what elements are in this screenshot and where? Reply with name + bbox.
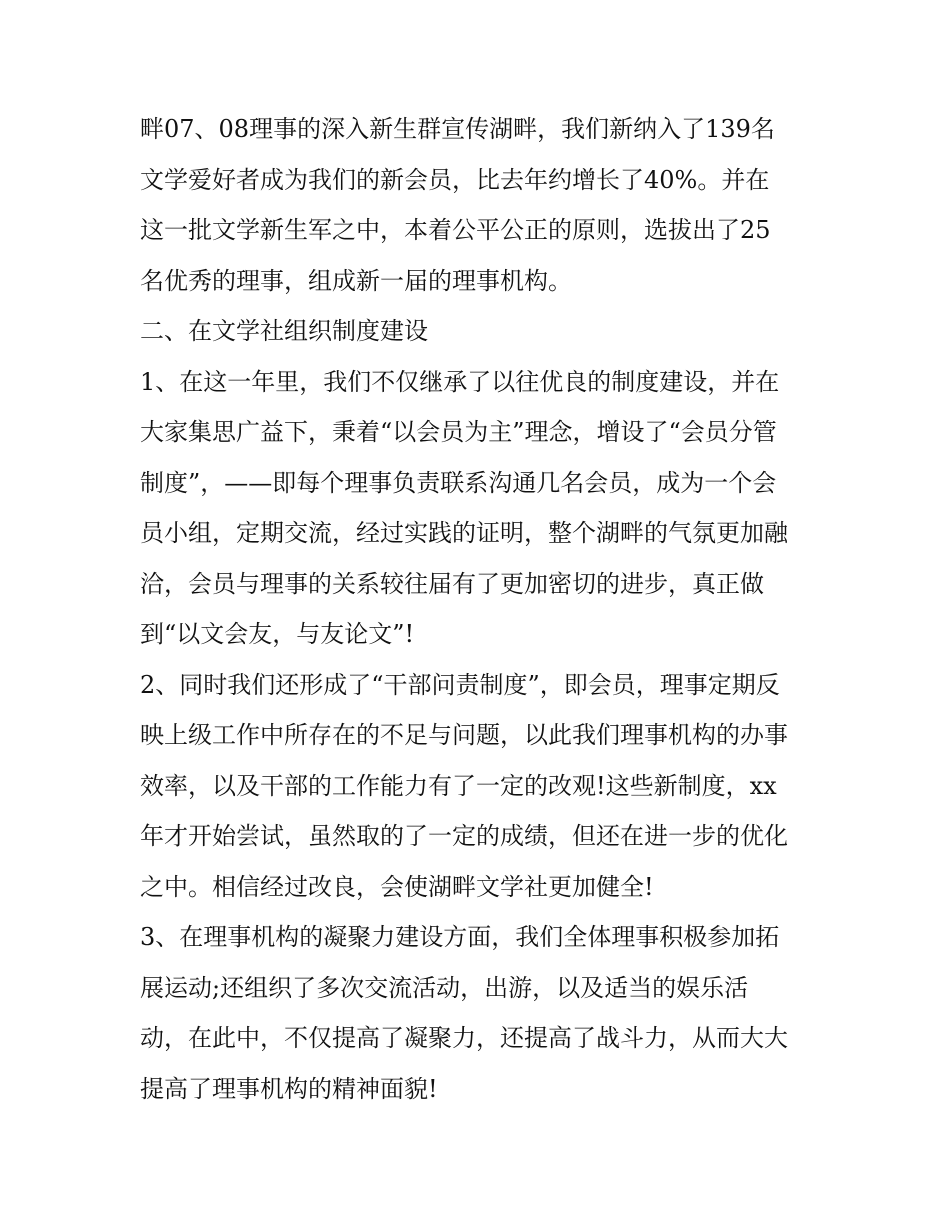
text-line-11: 到“以文会友，与友论文”! [140, 620, 415, 648]
text-line-2: 文学爱好者成为我们的新会员，比去年约增长了40%。并在 [140, 165, 770, 194]
text-line-8: 制度”，——即每个理事负责联系沟通几名会员，成为一个会 [140, 468, 777, 497]
text-line-10: 洽，会员与理事的关系较往届有了更加密切的进步，真正做 [140, 569, 764, 598]
text-line-7: 大家集思广益下，秉着“以会员为主”理念，增设了“会员分管 [140, 418, 777, 446]
text-line-13: 映上级工作中所存在的不足与问题，以此我们理事机构的办事 [140, 721, 788, 749]
text-line-1: 畔07、08理事的深入新生群宣传湖畔，我们新纳入了139名 [140, 115, 775, 143]
text-line-3: 这一批文学新生军之中，本着公平公正的原则，选拔出了25 [140, 216, 771, 244]
text-line-18: 展运动;还组织了多次交流活动，出游，以及适当的娱乐活 [140, 973, 749, 1002]
text-line-15: 年才开始尝试，虽然取的了一定的成绩，但还在进一步的优化 [140, 822, 788, 850]
text-line-14: 效率，以及干部的工作能力有了一定的改观!这些新制度，xx [140, 771, 777, 800]
text-line-20: 提高了理事机构的精神面貌! [140, 1074, 438, 1103]
section-heading: 二、在文学社组织制度建设 [140, 317, 428, 345]
text-line-6: 1、在这一年里，我们不仅继承了以往优良的制度建设，并在 [140, 367, 780, 396]
text-line-17: 3、在理事机构的凝聚力建设方面，我们全体理事积极参加拓 [140, 923, 780, 951]
text-line-16: 之中。相信经过改良，会使湖畔文学社更加健全! [140, 872, 654, 901]
text-line-9: 员小组，定期交流，经过实践的证明，整个湖畔的气氛更加融 [140, 519, 788, 547]
text-line-19: 动，在此中，不仅提高了凝聚力，还提高了战斗力，从而大大 [140, 1024, 788, 1052]
text-line-12: 2、同时我们还形成了“干部问责制度”，即会员，理事定期反 [140, 670, 780, 699]
text-line-4: 名优秀的理事，组成新一届的理事机构。 [140, 266, 572, 295]
document-body [140, 104, 820, 1114]
